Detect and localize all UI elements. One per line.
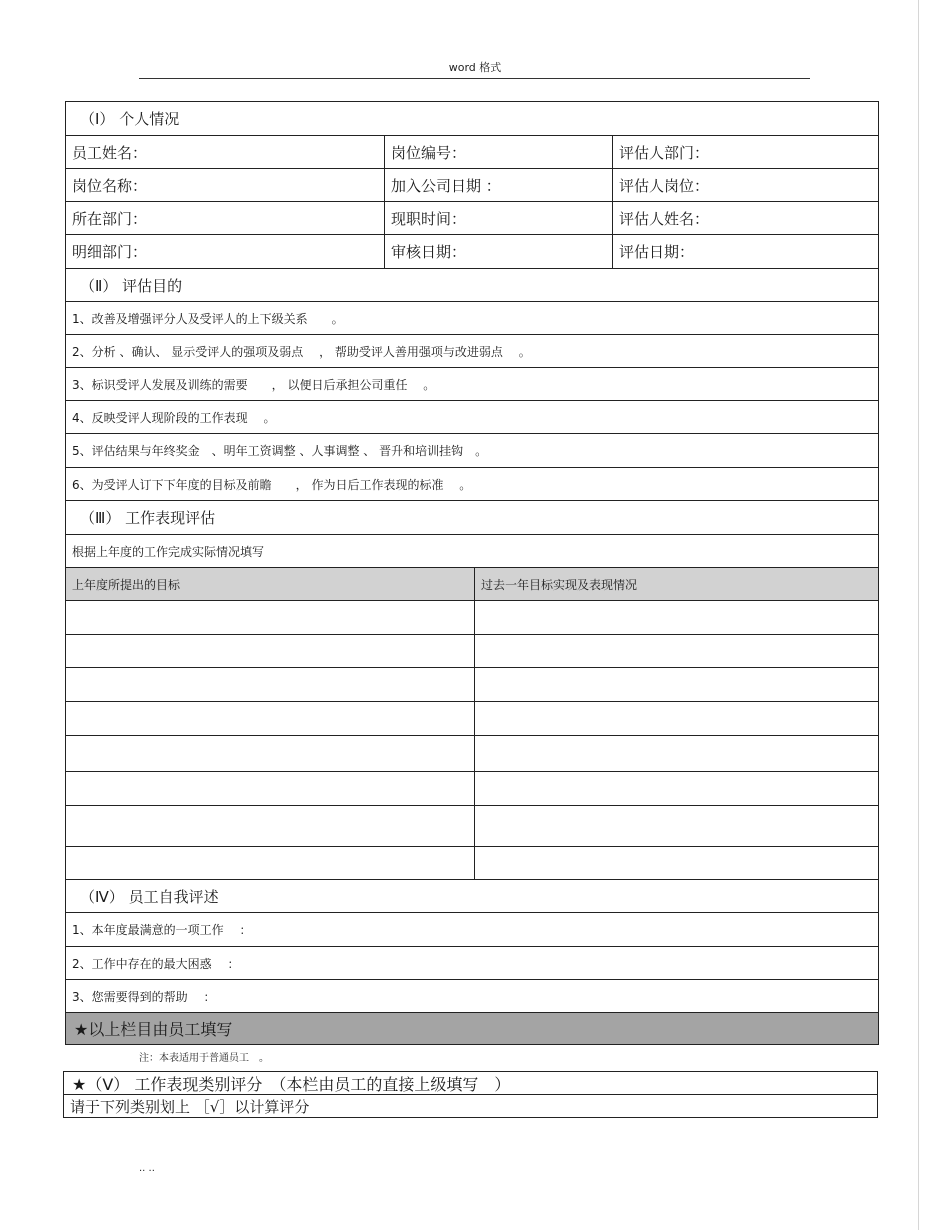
employee-name-field[interactable]: 员工姓名： bbox=[72, 143, 148, 162]
review-date-field[interactable]: 审核日期： bbox=[384, 235, 612, 268]
purpose-item-text: 3、标识受评人发展及训练的需要 ， 以便日后承担公司重任 。 bbox=[72, 377, 436, 392]
self-review-item-text[interactable]: 2、工作中存在的最大困惑 ： bbox=[72, 956, 240, 971]
sub-department-field[interactable]: 明细部门： bbox=[72, 243, 148, 261]
section-3-header bbox=[66, 501, 878, 535]
employee-fill-note: ★以上栏目由员工填写 bbox=[74, 1020, 233, 1039]
page-edge-rule bbox=[918, 0, 919, 1230]
goal-cell[interactable] bbox=[66, 635, 474, 667]
section-1-title: （Ⅰ） 个人情况 bbox=[80, 110, 180, 128]
goals-table-row bbox=[66, 772, 878, 806]
result-cell[interactable] bbox=[474, 772, 878, 805]
page-footer: .. .. bbox=[139, 1163, 155, 1174]
purpose-item-text: 4、反映受评人现阶段的工作表现 。 bbox=[72, 410, 276, 425]
purpose-item bbox=[66, 335, 878, 368]
goal-cell[interactable] bbox=[66, 702, 474, 735]
goal-cell[interactable] bbox=[66, 806, 474, 846]
purpose-item bbox=[66, 468, 878, 501]
section-5-title: ★（Ⅴ） 工作表现类别评分 （本栏由员工的直接上级填写 ） bbox=[72, 1074, 511, 1094]
results-column-header: 过去一年目标实现及表现情况 bbox=[474, 568, 878, 600]
goals-table-row bbox=[66, 668, 878, 702]
self-review-item bbox=[66, 913, 878, 947]
goals-column-header: 上年度所提出的目标 bbox=[72, 577, 181, 592]
section-3-instruction-row bbox=[66, 535, 878, 568]
goal-cell[interactable] bbox=[66, 736, 474, 771]
purpose-item-text: 5、评估结果与年终奖金 、明年工资调整 、人事调整 、 晋升和培训挂钩 。 bbox=[72, 444, 488, 458]
department-field[interactable]: 所在部门： bbox=[72, 209, 148, 228]
section-4-title: （Ⅳ） 员工自我评述 bbox=[80, 887, 219, 906]
section-2-header bbox=[66, 269, 878, 302]
info-row bbox=[66, 235, 878, 269]
position-code-field[interactable]: 岗位编号： bbox=[384, 136, 612, 168]
section-3-instruction: 根据上年度的工作完成实际情况填写 bbox=[72, 544, 265, 559]
section-4-header bbox=[66, 880, 878, 913]
goal-cell[interactable] bbox=[66, 847, 474, 879]
join-date-field[interactable]: 加入公司日期 ： bbox=[384, 169, 612, 201]
purpose-item bbox=[66, 434, 878, 468]
info-row bbox=[66, 169, 878, 202]
section-3-title: （Ⅲ） 工作表现评估 bbox=[80, 509, 216, 527]
result-cell[interactable] bbox=[474, 601, 878, 634]
section-2-title: （Ⅱ） 评估目的 bbox=[80, 276, 183, 295]
header-rule bbox=[139, 78, 810, 79]
result-cell[interactable] bbox=[474, 736, 878, 771]
goals-table-row bbox=[66, 702, 878, 736]
section-1-header bbox=[66, 102, 878, 136]
result-cell[interactable] bbox=[474, 668, 878, 701]
info-row bbox=[66, 202, 878, 235]
self-review-item bbox=[66, 947, 878, 980]
goals-table-row bbox=[66, 806, 878, 847]
section-5-header bbox=[64, 1072, 877, 1095]
employee-section-footer bbox=[66, 1013, 878, 1044]
section-5-instruction: 请于下列类别划上 ［√］以计算评分 bbox=[70, 1097, 310, 1116]
page-header: word 格式 bbox=[448, 61, 502, 74]
form-note: 注：本表适用于普通员工 。 bbox=[139, 1053, 269, 1064]
position-title-field[interactable]: 岗位名称： bbox=[72, 176, 148, 195]
evaluator-position-field[interactable]: 评估人岗位： bbox=[612, 169, 878, 201]
result-cell[interactable] bbox=[474, 847, 878, 879]
goals-table-row bbox=[66, 601, 878, 635]
goals-table-row bbox=[66, 635, 878, 668]
purpose-item-text: 1、改善及增强评分人及受评人的上下级关系 。 bbox=[72, 311, 344, 326]
evaluator-name-field[interactable]: 评估人姓名： bbox=[612, 202, 878, 234]
goal-cell[interactable] bbox=[66, 601, 474, 634]
purpose-item-text: 2、分析 、确认、 显示受评人的强项及弱点 ， 帮助受评人善用强项与改进弱点 。 bbox=[72, 344, 531, 359]
goal-cell[interactable] bbox=[66, 668, 474, 701]
section-5-table bbox=[63, 1071, 878, 1118]
purpose-item bbox=[66, 368, 878, 401]
goals-table-row bbox=[66, 847, 878, 880]
evaluator-department-field[interactable]: 评估人部门： bbox=[612, 136, 878, 168]
evaluation-date-field[interactable]: 评估日期： bbox=[612, 235, 878, 268]
goals-table-header bbox=[66, 568, 878, 601]
goal-cell[interactable] bbox=[66, 772, 474, 805]
info-row bbox=[66, 136, 878, 169]
self-review-item-text[interactable]: 3、您需要得到的帮助 ： bbox=[72, 989, 216, 1004]
current-tenure-field[interactable]: 现职时间： bbox=[384, 202, 612, 234]
result-cell[interactable] bbox=[474, 702, 878, 735]
result-cell[interactable] bbox=[474, 635, 878, 667]
section-5-instruction-row bbox=[64, 1095, 877, 1117]
appraisal-form-table bbox=[65, 101, 879, 1045]
purpose-item bbox=[66, 401, 878, 434]
result-cell[interactable] bbox=[474, 806, 878, 846]
self-review-item-text[interactable]: 1、本年度最满意的一项工作 ： bbox=[72, 923, 252, 937]
purpose-item-text: 6、为受评人订下下年度的目标及前瞻 ， 作为日后工作表现的标准 。 bbox=[72, 477, 472, 492]
purpose-item bbox=[66, 302, 878, 335]
goals-table-row bbox=[66, 736, 878, 772]
self-review-item bbox=[66, 980, 878, 1013]
